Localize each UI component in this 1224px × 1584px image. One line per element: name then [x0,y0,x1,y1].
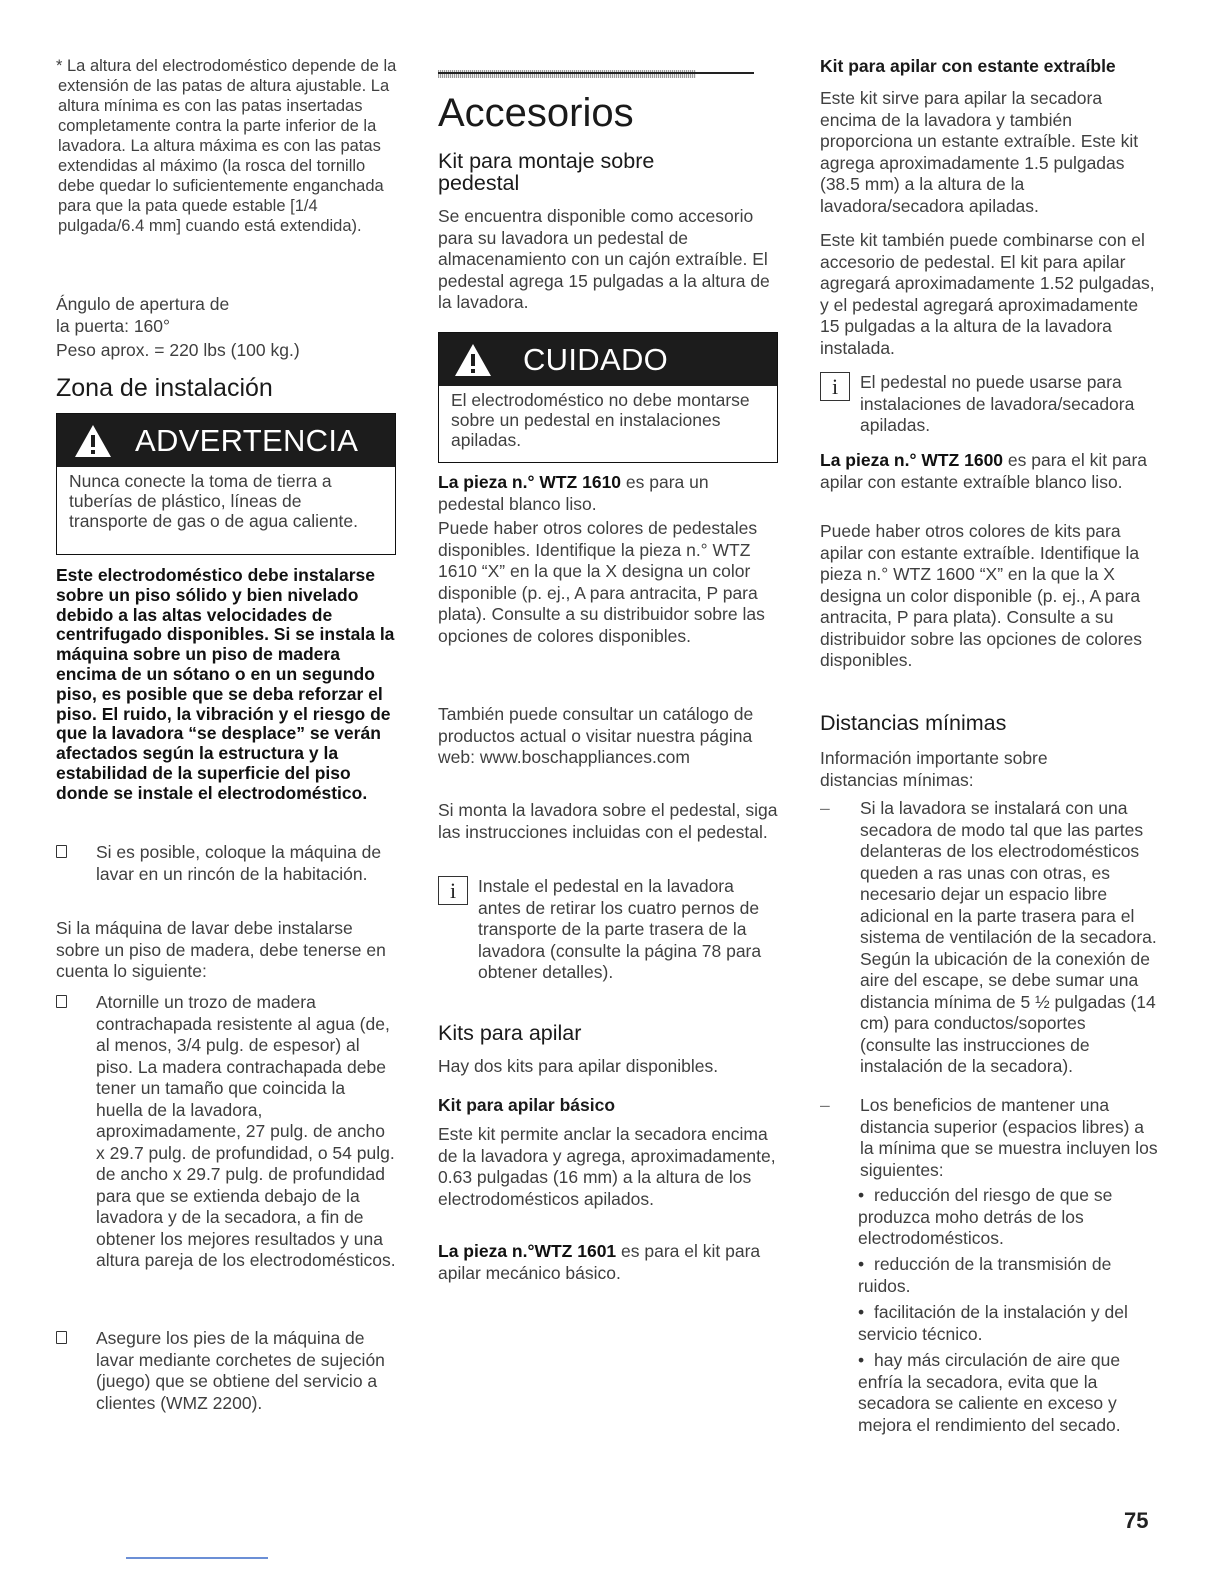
info-note-text: El pedestal no puede usarse para instalaciones de lavadora/secadora apiladas. [860,372,1135,435]
basic-stacking-kit-heading: Kit para apilar básico [438,1095,616,1115]
stacking-kits-text: Hay dos kits para apilar disponibles. [438,1056,719,1076]
pedestal-kit-text: Se encuentra disponible como accesorio para su lavadora un pedestal de almacenamiento con un cajón extraíble. El pedestal agrega 15 pulgadas a la altura de la lavadora. [438,206,770,312]
warning-title: ADVERTENCIA [135,422,359,458]
pedestal-kit-heading: Kit para montaje sobre pedestal [438,149,655,195]
wood-floor-intro: Si la máquina de lavar debe instalarse sobre un piso de madera, debe tenerse en cuenta lo siguiente: [56,918,386,981]
shelf-stacking-kit-heading: Kit para apilar con estante extraíble [820,56,1116,76]
footer-rule [126,1557,268,1559]
minimum-distances-heading: Distancias mínimas [820,711,1007,735]
bullet-marker: • [858,1254,865,1274]
warning-triangle-icon [453,342,493,378]
info-icon: i [438,876,468,905]
checklist-text: Atornille un trozo de madera contrachapada resistente al agua (de, al menos, 3/4 pulg. de espesor) al piso. La madera contrachapada debe tener un tamaño que coincida la huella de la lavadora, aproximadamente, 27 pulg. de ancho x 29.7 pulg. de profundidad, o 54 pulg. de ancho x 29.7 pulg. de profundidad para que se extienda debajo de la lavadora y de la secadora, a fin de obtener los mejores resultados y una altura pareja de los electrodomésticos. [96,992,396,1270]
shelf-kit-colors-text: Puede haber otros colores de kits para apilar con estante extraíble. Identifique la pieza n.° WTZ 1600 “X” en la que la X designa un color disponible (p. ej., A para antracita, P para plata). Consulte a su distribuidor sobre las opciones de colores disponibles. [820,521,1142,670]
dash-marker: – [820,798,830,818]
checkbox-icon [56,1331,67,1344]
dash-list-text: Los beneficios de mantener una distancia superior (espacios libres) a la mínima que se muestra incluyen los siguientes: [860,1095,1158,1180]
header-rule [438,72,754,74]
info-icon: i [820,372,850,401]
bullet-text: hay más circulación de aire que enfría la secadora, evita que la secadora se caliente en exceso y mejora el rendimiento del secado. [858,1350,1121,1435]
minimum-distances-intro: Información importante sobre distancias mínimas: [820,748,1048,790]
part-number: La pieza n.°WTZ 1601 [438,1241,617,1261]
part-suffix: es para el kit para apilar con estante extraíble blanco liso. [820,450,1148,492]
bullet-item [858,1302,1160,1345]
page-number: 75 [1124,1508,1149,1533]
info-note-text: Instale el pedestal en la lavadora antes de retirar los cuatro pernos de transporte de la parte trasera de la lavadora (consulte la página 78 para obtener detalles). [478,876,762,982]
checklist-text: Asegure los pies de la máquina de lavar mediante corchetes de sujeción (juego) que se obtiene del servicio a clientes (WMZ 2200). [96,1328,385,1413]
bullet-item [858,1254,1160,1297]
door-angle-value: la puerta: 160° [56,316,171,336]
shelf-kit-pedestal-text: Este kit también puede combinarse con el accesorio de pedestal. El kit para apilar agregará aproximadamente 1.52 pulgadas, y el pedestal agregará aproximadamente 15 pulgadas a la altura de la lavadora instalada. [820,230,1155,358]
caution-title: CUIDADO [523,341,669,377]
bullet-marker: • [858,1185,865,1205]
checkbox-icon [56,995,67,1008]
warning-box [56,413,396,555]
bullet-marker: • [858,1350,865,1370]
weight-spec: Peso aprox. = 220 lbs (100 kg.) [56,340,300,360]
bullet-text: facilitación de la instalación y del servicio técnico. [858,1302,1128,1344]
caution-text: El electrodoméstico no debe montarse sobre un pedestal en instalaciones apiladas. [451,390,750,450]
stacking-kits-heading: Kits para apilar [438,1021,582,1045]
mount-instructions-text: Si monta la lavadora sobre el pedestal, siga las instrucciones incluidas con el pedestal. [438,800,778,842]
part-suffix: es para el kit para apilar mecánico básico. [438,1241,761,1283]
checklist-text: Si es posible, coloque la máquina de lavar en un rincón de la habitación. [96,842,382,884]
part-number: WTZ 1600 [921,450,1004,470]
bullet-marker: • [858,1302,865,1322]
basic-kit-part-info [438,1241,778,1284]
bullet-text: reducción de la transmisión de ruidos. [858,1254,1112,1296]
catalog-text: También puede consultar un catálogo de productos actual o visitar nuestra página web: www.boschappliances.com [438,704,754,767]
part-suffix: es para un pedestal blanco liso. [438,472,709,514]
part-prefix: La pieza n.° [438,472,535,492]
page-title: Accesorios [438,91,634,135]
floor-requirements-paragraph: Este electrodoméstico debe instalarse sobre un piso sólido y bien nivelado debido a las altas velocidades de centrifugado disponibles. Si se instala la máquina sobre un piso de madera encima de un sótano o en un segundo piso, es posible que se deba reforzar el piso. El ruido, la vibración y el riesgo de que la lavadora “se desplace” se verán afectados según la estructura y la estabilidad de la superficie del piso donde se instale el electrodoméstico. [56,565,395,803]
section-heading-installation: Zona de instalación [56,374,273,402]
caution-header [439,333,777,386]
shelf-kit-part-info [820,450,1160,493]
bullet-item [858,1350,1160,1436]
bullet-text: reducción del riesgo de que se produzca moho detrás de los electrodomésticos. [858,1185,1113,1248]
bullet-item [858,1185,1160,1250]
shelf-kit-text: Este kit sirve para apilar la secadora encima de la lavadora y también proporciona un estante extraíble. Este kit agrega aproximadamente 1.5 pulgadas (38.5 mm) a la altura de la lavadora/secadora apiladas. [820,88,1139,216]
warning-header [57,414,395,467]
dash-marker: – [820,1095,830,1115]
pedestal-part-info [438,472,778,515]
pedestal-colors-text: Puede haber otros colores de pedestales disponibles. Identifique la pieza n.° WTZ 1610 “X” en la que la X designa un color disponible (p. ej., A para antracita, P para plata). Consulte a su distribuidor sobre las opciones de colores disponibles. [438,518,765,646]
door-angle-label: Ángulo de apertura de [56,294,230,314]
caution-box [438,332,778,463]
warning-text: Nunca conecte la toma de tierra a tuberías de plástico, líneas de transporte de gas o de agua caliente. [69,471,358,531]
dash-list-text: Si la lavadora se instalará con una secadora de modo tal que las partes delanteras de los electrodomésticos queden a ras unas con otras, es necesario dejar un espacio libre adicional en la parte trasera para el sistema de ventilación de la secadora. Según la ubicación de la conexión de aire del escape, se debe sumar una distancia mínima de 5 ½ pulgadas (14 cm) para conductos/soportes (consulte las instrucciones de instalación de la secadora). [860,798,1157,1076]
basic-stacking-kit-text: Este kit permite anclar la secadora encima de la lavadora y agrega, aproximadamente, 0.63 pulgadas (16 mm) a la altura de los electrodomésticos apilados. [438,1124,776,1209]
part-number: WTZ 1610 [539,472,622,492]
height-footnote: * La altura del electrodoméstico depende de la extensión de las patas de altura ajustable. La altura mínima es con las patas insertadas completamente contra la parte inferior de la lavadora. La altura máxima es con las patas extendidas al máximo (la rosca del tornillo debe quedar lo suficientemente enganchada para que la pata quede estable [1/4 pulgada/6.4 mm] cuando está extendida). [56,57,397,235]
part-prefix: La pieza n.° [820,450,917,470]
checkbox-icon [56,845,67,858]
warning-triangle-icon [73,423,113,459]
